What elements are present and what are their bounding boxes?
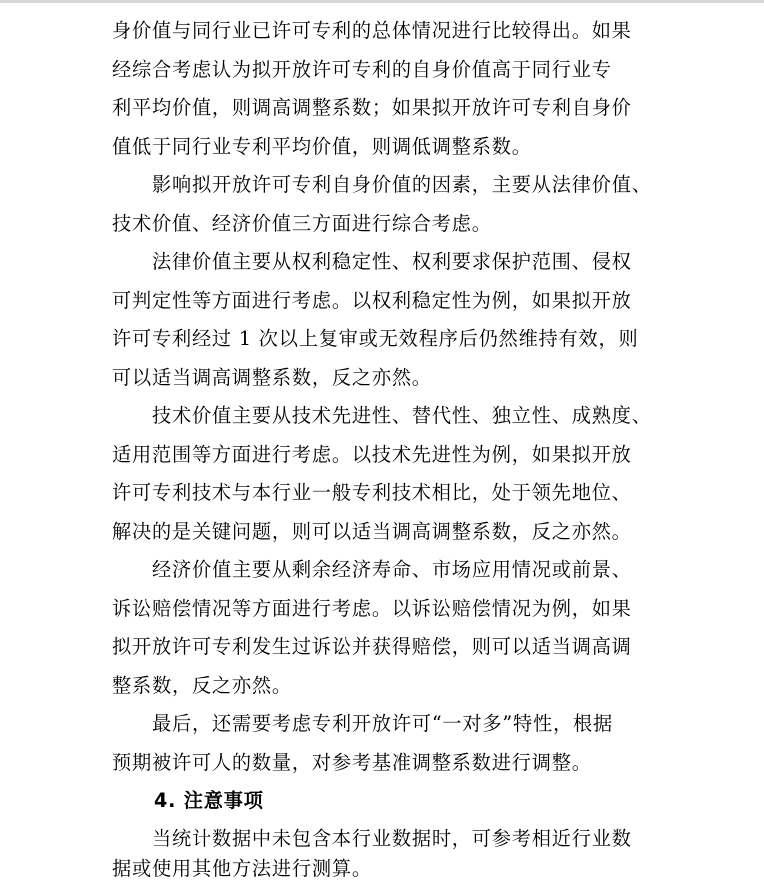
text-line: 拟开放许可专利发生过诉讼并获得赔偿，则可以适当调高调 [112,635,632,658]
text-line: 可以适当调高调整系数，反之亦然。 [112,366,432,389]
text-line: 身价值与同行业已许可专利的总体情况进行比较得出。如果 [112,19,632,42]
text-line: 许可专利技术与本行业一般专利技术相比，处于领先地位、 [112,481,632,504]
text-line: 解决的是关键问题，则可以适当调高调整系数，反之亦然。 [112,520,632,543]
text-line: 整系数，反之亦然。 [112,674,292,697]
paragraph-first-line: 法律价值主要从权利稳定性、权利要求保护范围、侵权 [152,250,632,273]
text-line: 值低于同行业专利平均价值，则调低调整系数。 [112,135,532,158]
text-line: 适用范围等方面进行考虑。以技术先进性为例，如果拟开放 [112,443,632,466]
text-line: 可判定性等方面进行考虑。以权利稳定性为例，如果拟开放 [112,289,632,312]
paragraph-first-line: 技术价值主要从技术先进性、替代性、独立性、成熟度、 [152,404,652,427]
text-line: 经综合考虑认为拟开放许可专利的自身价值高于同行业专 [112,58,612,81]
text-line: 技术价值、经济价值三方面进行综合考虑。 [112,212,492,235]
text-line: 诉讼赔偿情况等方面进行考虑。以诉讼赔偿情况为例，如果 [112,597,632,620]
section-heading: 4. 注意事项 [154,789,264,812]
top-divider [0,0,764,3]
text-line: 利平均价值，则调高调整系数；如果拟开放许可专利自身价 [112,96,632,119]
text-line: 许可专利经过 1 次以上复审或无效程序后仍然维持有效，则 [112,327,639,350]
paragraph-first-line: 当统计数据中未包含本行业数据时，可参考相近行业数 [152,827,632,850]
paragraph-first-line: 影响拟开放许可专利自身价值的因素，主要从法律价值、 [152,173,652,196]
text-line: 据或使用其他方法进行测算。 [112,857,372,880]
paragraph-first-line: 经济价值主要从剩余经济寿命、市场应用情况或前景、 [152,558,632,581]
paragraph-first-line: 最后，还需要考虑专利开放许可“一对多”特性，根据 [152,712,613,735]
text-line: 预期被许可人的数量，对参考基准调整系数进行调整。 [112,751,592,774]
